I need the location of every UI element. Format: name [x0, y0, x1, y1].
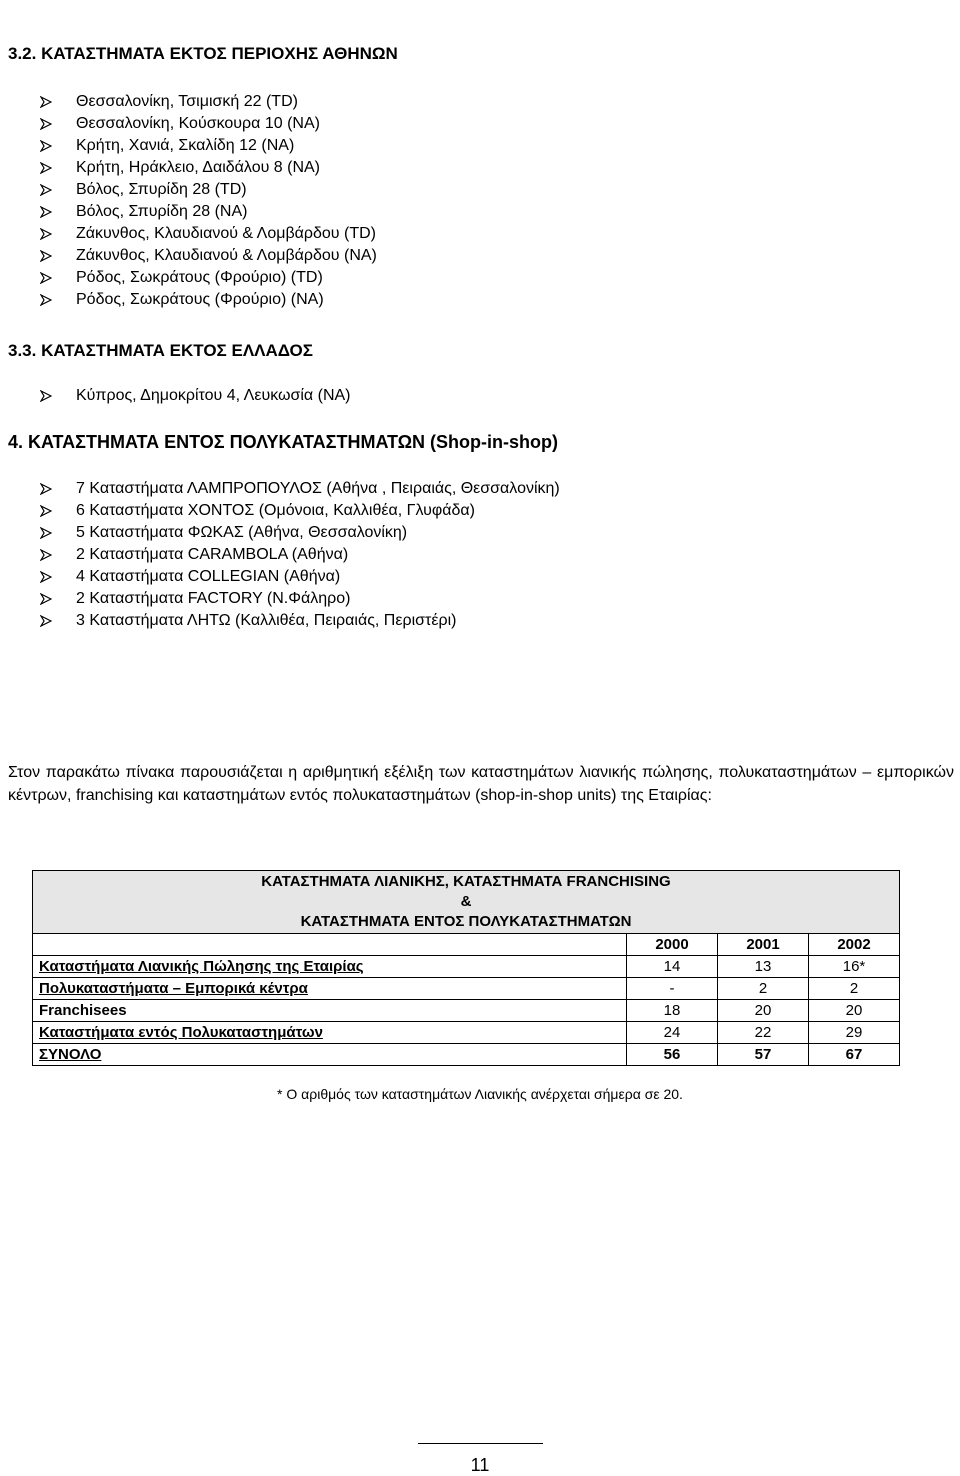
table-cell: 67	[809, 1044, 900, 1066]
list-item-text: 3 Καταστήματα ΛΗΤΩ (Καλλιθέα, Πειραιάς, Περιστέρι)	[76, 612, 457, 629]
list-item	[40, 267, 377, 289]
table-footnote: * Ο αριθμός των καταστημάτων Λιανικής ανέρχεται σήμερα σε 20.	[277, 1086, 683, 1102]
stores-table	[32, 870, 900, 1066]
list-item	[40, 113, 377, 135]
table-cell: -	[627, 978, 718, 1000]
table-cell: 13	[718, 956, 809, 978]
footer-divider	[418, 1443, 543, 1444]
row-label: Καταστήματα Λιανικής Πώλησης της Εταιρίας	[33, 956, 627, 978]
arrow-bullet-icon	[40, 272, 52, 284]
arrow-bullet-icon	[40, 96, 52, 108]
table-cell: 20	[809, 1000, 900, 1022]
list-item-text: Ζάκυνθος, Κλαυδιανού & Λομβάρδου (NA)	[76, 247, 377, 264]
table-total-row	[33, 1044, 900, 1066]
list-item	[40, 566, 560, 588]
arrow-bullet-icon	[40, 593, 52, 605]
list-item	[40, 179, 377, 201]
arrow-bullet-icon	[40, 184, 52, 196]
arrow-bullet-icon	[40, 505, 52, 517]
table-cell: 22	[718, 1022, 809, 1044]
section-4-list	[40, 478, 560, 632]
table-cell: 14	[627, 956, 718, 978]
arrow-bullet-icon	[40, 228, 52, 240]
list-item	[40, 610, 560, 632]
table-cell: 24	[627, 1022, 718, 1044]
arrow-bullet-icon	[40, 118, 52, 130]
row-label: Πολυκαταστήματα – Εμπορικά κέντρα	[33, 978, 627, 1000]
list-item	[40, 135, 377, 157]
list-item-text: 4 Καταστήματα COLLEGIAN (Αθήνα)	[76, 568, 341, 585]
arrow-bullet-icon	[40, 549, 52, 561]
list-item	[40, 385, 351, 407]
table-cell: 18	[627, 1000, 718, 1022]
table-cell: 57	[718, 1044, 809, 1066]
list-item-text: 2 Καταστήματα CARAMBOLA (Αθήνα)	[76, 546, 349, 563]
section-3-3-list	[40, 385, 351, 407]
row-label: Franchisees	[33, 1000, 627, 1022]
list-item	[40, 478, 560, 500]
section-4-heading: 4. ΚΑΤΑΣΤΗΜΑΤΑ ΕΝΤΟΣ ΠΟΛΥΚΑΤΑΣΤΗΜΑΤΩΝ (Shop-in-shop)	[8, 432, 559, 452]
section-3-2-heading: 3.2. ΚΑΤΑΣΤΗΜΑΤΑ ΕΚΤΟΣ ΠΕΡΙΟΧΗΣ ΑΘΗΝΩΝ	[8, 44, 398, 63]
arrow-bullet-icon	[40, 140, 52, 152]
list-item	[40, 201, 377, 223]
list-item-text: Κύπρος, Δημοκρίτου 4, Λευκωσία (NA)	[76, 387, 351, 404]
table-cell: 20	[718, 1000, 809, 1022]
arrow-bullet-icon	[40, 206, 52, 218]
page-number: 11	[470, 1455, 490, 1475]
table-header-row	[33, 934, 900, 956]
arrow-bullet-icon	[40, 250, 52, 262]
list-item-text: Βόλος, Σπυρίδη 28 (NA)	[76, 203, 248, 220]
list-item-text: Ρόδος, Σωκράτους (Φρούριο) (TD)	[76, 269, 323, 286]
arrow-bullet-icon	[40, 294, 52, 306]
arrow-bullet-icon	[40, 390, 52, 402]
year-header: 2001	[718, 934, 809, 956]
table-cell: 16*	[809, 956, 900, 978]
table-cell: 2	[718, 978, 809, 1000]
list-item-text: Ζάκυνθος, Κλαυδιανού & Λομβάρδου (TD)	[76, 225, 376, 242]
table-cell: 2	[809, 978, 900, 1000]
year-header: 2002	[809, 934, 900, 956]
table-title-line-1: ΚΑΤΑΣΤΗΜΑΤΑ ΛΙΑΝΙΚΗΣ, ΚΑΤΑΣΤΗΜΑΤΑ FRANCHISING	[261, 873, 671, 890]
list-item-text: 5 Καταστήματα ΦΩΚΑΣ (Αθήνα, Θεσσαλονίκη)	[76, 524, 408, 541]
arrow-bullet-icon	[40, 483, 52, 495]
list-item	[40, 245, 377, 267]
list-item	[40, 588, 560, 610]
row-label: Καταστήματα εντός Πολυκαταστημάτων	[33, 1022, 627, 1044]
list-item-text: 7 Καταστήματα ΛΑΜΠΡΟΠΟΥΛΟΣ (Αθήνα , Πειραιάς, Θεσσαλονίκη)	[76, 480, 560, 497]
list-item	[40, 500, 560, 522]
list-item-text: Κρήτη, Χανιά, Σκαλίδη 12 (NA)	[76, 137, 295, 154]
arrow-bullet-icon	[40, 162, 52, 174]
table-row	[33, 956, 900, 978]
table-cell: 56	[627, 1044, 718, 1066]
arrow-bullet-icon	[40, 571, 52, 583]
table-header-blank	[33, 934, 627, 956]
list-item	[40, 223, 377, 245]
list-item-text: 6 Καταστήματα ΧΟΝΤΟΣ (Ομόνοια, Καλλιθέα, Γλυφάδα)	[76, 502, 475, 519]
arrow-bullet-icon	[40, 527, 52, 539]
list-item-text: Κρήτη, Ηράκλειο, Δαιδάλου 8 (NA)	[76, 159, 321, 176]
list-item-text: Θεσσαλονίκη, Κούσκουρα 10 (NA)	[76, 115, 320, 132]
section-3-3-heading: 3.3. ΚΑΤΑΣΤΗΜΑΤΑ ΕΚΤΟΣ ΕΛΛΑΔΟΣ	[8, 341, 313, 360]
row-label: ΣΥΝΟΛΟ	[33, 1044, 627, 1066]
table-title-line-2: &	[460, 893, 472, 910]
table-cell: 29	[809, 1022, 900, 1044]
year-header: 2000	[627, 934, 718, 956]
list-item	[40, 91, 377, 113]
list-item-text: Θεσσαλονίκη, Τσιμισκή 22 (TD)	[76, 93, 298, 110]
arrow-bullet-icon	[40, 615, 52, 627]
intro-paragraph: Στον παρακάτω πίνακα παρουσιάζεται η αριθμητική εξέλιξη των καταστημάτων λιανικής πώλησης, πολυκαταστημάτων – εμπορικών κέντρων, franchising και καταστημάτων εντός πολυκαταστημάτων (shop-in-shop units) της Εταιρίας:	[8, 764, 954, 804]
list-item	[40, 522, 560, 544]
table-title	[33, 871, 900, 934]
table-row	[33, 1022, 900, 1044]
table-row	[33, 978, 900, 1000]
list-item-text: 2 Καταστήματα FACTORY (Ν.Φάληρο)	[76, 590, 351, 607]
list-item-text: Βόλος, Σπυρίδη 28 (TD)	[76, 181, 247, 198]
list-item	[40, 289, 377, 311]
list-item-text: Ρόδος, Σωκράτους (Φρούριο) (NA)	[76, 291, 324, 308]
table-title-row	[33, 871, 900, 934]
table-title-line-3: ΚΑΤΑΣΤΗΜΑΤΑ ΕΝΤΟΣ ΠΟΛΥΚΑΤΑΣΤΗΜΑΤΩΝ	[300, 913, 632, 930]
section-3-2-list	[40, 91, 377, 311]
list-item	[40, 157, 377, 179]
table-row	[33, 1000, 900, 1022]
list-item	[40, 544, 560, 566]
